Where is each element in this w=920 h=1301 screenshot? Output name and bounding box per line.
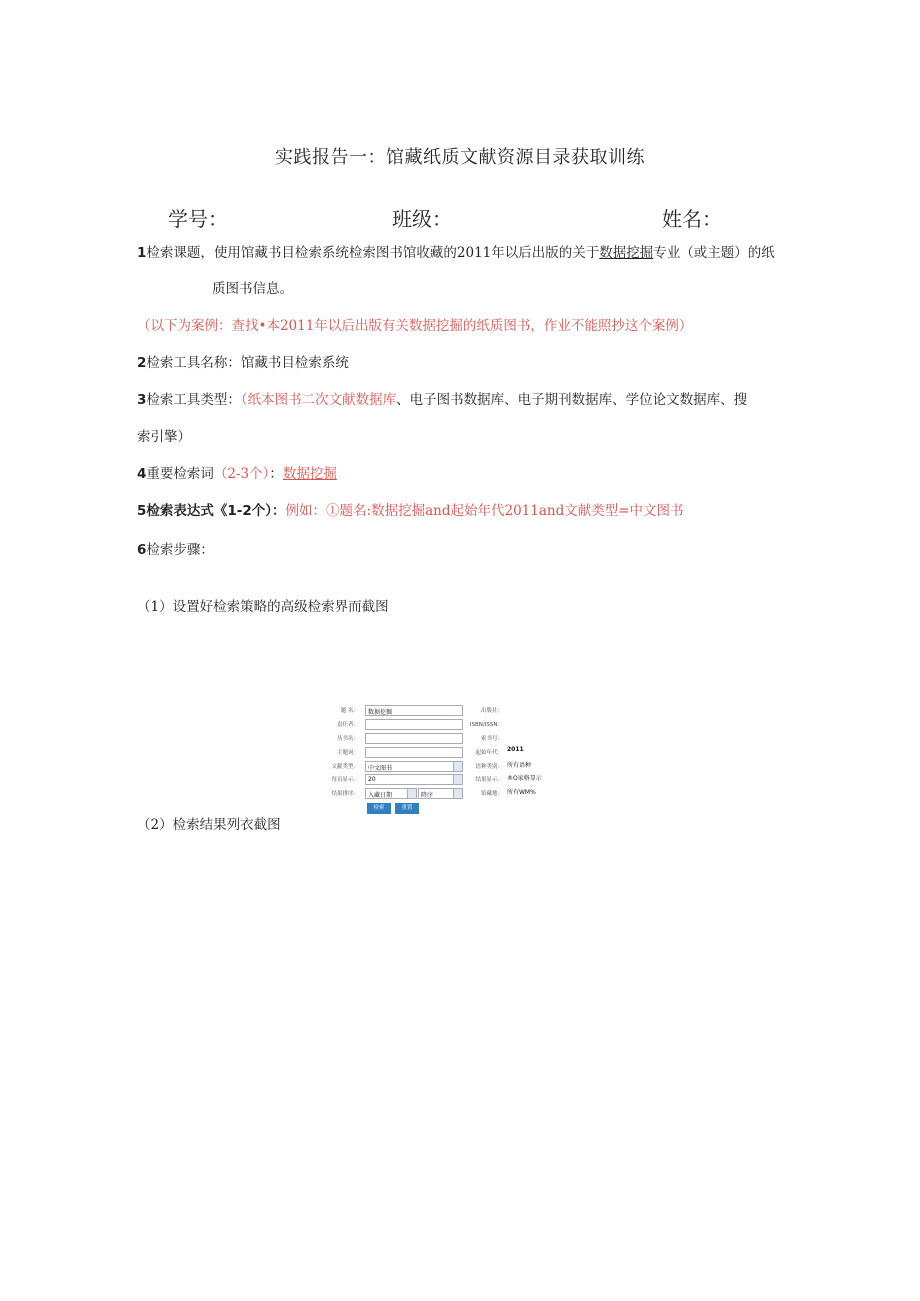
title-input[interactable] <box>365 705 463 716</box>
item-3-highlight: （纸本图书二次文献数据库 <box>240 392 397 408</box>
item-number: 2 <box>137 355 147 371</box>
chevron-down-icon <box>453 789 462 798</box>
topic-keyword: 数据挖掘 <box>599 245 654 261</box>
form-label: 语种类别： <box>475 764 503 770</box>
form-label: 馆藏地： <box>480 791 503 797</box>
step-1: （1）设置好检索策略的高级检索界而截图 <box>137 599 389 615</box>
item-4 <box>137 464 337 484</box>
chevron-down-icon <box>407 789 416 798</box>
title-input-value: 数据挖掘 <box>368 709 393 716</box>
form-label: 结果排序： <box>331 791 359 797</box>
item-4-colon: ： <box>269 466 283 482</box>
class-label: 班级： <box>392 207 452 231</box>
doc-type-select[interactable] <box>365 761 463 772</box>
chevron-down-icon <box>453 775 462 784</box>
item-3 <box>137 390 747 410</box>
keyword-value: 数据挖掘 <box>282 466 337 482</box>
sort-order-value: 降序 <box>421 792 434 799</box>
doc-type-value: 中文图书 <box>368 765 393 772</box>
item-3-continuation: 索引擎） <box>137 429 191 445</box>
item-4-count: （2-3个） <box>213 466 270 482</box>
search-button[interactable]: 检索 <box>367 803 391 814</box>
item-5 <box>137 501 684 521</box>
language-value[interactable]: 所有语种 <box>507 762 532 769</box>
form-label: 文献类型： <box>331 764 359 770</box>
item-6-text: 检索步骤： <box>146 542 214 558</box>
item-2 <box>137 353 349 373</box>
item-2-text: 检索工具名称：馆藏书目检索系统 <box>146 355 349 371</box>
author-input[interactable] <box>365 719 463 730</box>
student-id-label: 学号： <box>168 207 228 231</box>
sort-field-select[interactable] <box>365 788 417 799</box>
item-1-text: 检索课题，使用馆藏书目检索系统检索图书馆收藏的2011年以后出版的关于 <box>146 245 600 261</box>
form-label: 每页显示： <box>331 777 359 783</box>
chevron-down-icon <box>453 762 462 771</box>
reset-button[interactable]: 重置 <box>395 803 419 814</box>
sort-field-value: 入藏日期 <box>368 792 393 799</box>
name-label: 姓名： <box>662 207 722 231</box>
form-label: 题 名： <box>340 708 359 714</box>
item-number: 3 <box>137 392 147 408</box>
item-number: 1 <box>137 245 147 261</box>
item-4-label: 重要检索词 <box>146 466 214 482</box>
page-title: 实践报告一：馆藏纸质文献资源目录获取训练 <box>275 147 645 168</box>
start-year-value[interactable]: 2011 <box>507 746 524 753</box>
form-label: 索书号： <box>480 736 503 742</box>
item-3-rest: 、电子图书数据库、电子期刊数据库、学位论文数据库、搜 <box>396 392 748 408</box>
per-page-value: 20 <box>368 776 376 783</box>
form-label: 责任者： <box>336 722 359 728</box>
item-number: 5 <box>137 503 147 519</box>
form-label: 丛书名： <box>336 736 359 742</box>
item-1-continuation: 质图书信息。 <box>212 281 293 297</box>
item-number: 6 <box>137 542 147 558</box>
item-3-label: 检索工具类型： <box>146 392 241 408</box>
form-label: ISBN/ISSN： <box>469 722 503 728</box>
series-input[interactable] <box>365 733 463 744</box>
step-2: （2）检索结果列衣截图 <box>137 817 281 833</box>
example-note: （以下为案例：查找•本2011年以后出版有关数据挖掘的纸质图书，作业不能照抄这个案例） <box>137 318 693 334</box>
form-label: 起始年代： <box>475 750 503 756</box>
sort-order-select[interactable] <box>418 788 463 799</box>
display-mode-value[interactable]: ®O家格显示 <box>507 775 542 782</box>
item-5-label: 检索表达式《1-2个）： <box>146 503 286 519</box>
item-1-text-tail: 专业（或主题）的纸 <box>653 245 775 261</box>
form-label: 出版社： <box>480 708 503 714</box>
location-value[interactable]: 所有WM% <box>507 789 536 796</box>
advanced-search-screenshot <box>325 703 547 815</box>
form-label: 主题词： <box>336 750 359 756</box>
subject-input[interactable] <box>365 747 463 758</box>
item-6 <box>137 540 214 560</box>
search-expression: 例如：①题名:数据挖掘and起始年代2011and文献类型=中文图书 <box>285 503 684 519</box>
item-1 <box>137 243 775 263</box>
form-label: 结果显示： <box>475 777 503 783</box>
per-page-select[interactable] <box>365 774 463 785</box>
item-number: 4 <box>137 466 147 482</box>
